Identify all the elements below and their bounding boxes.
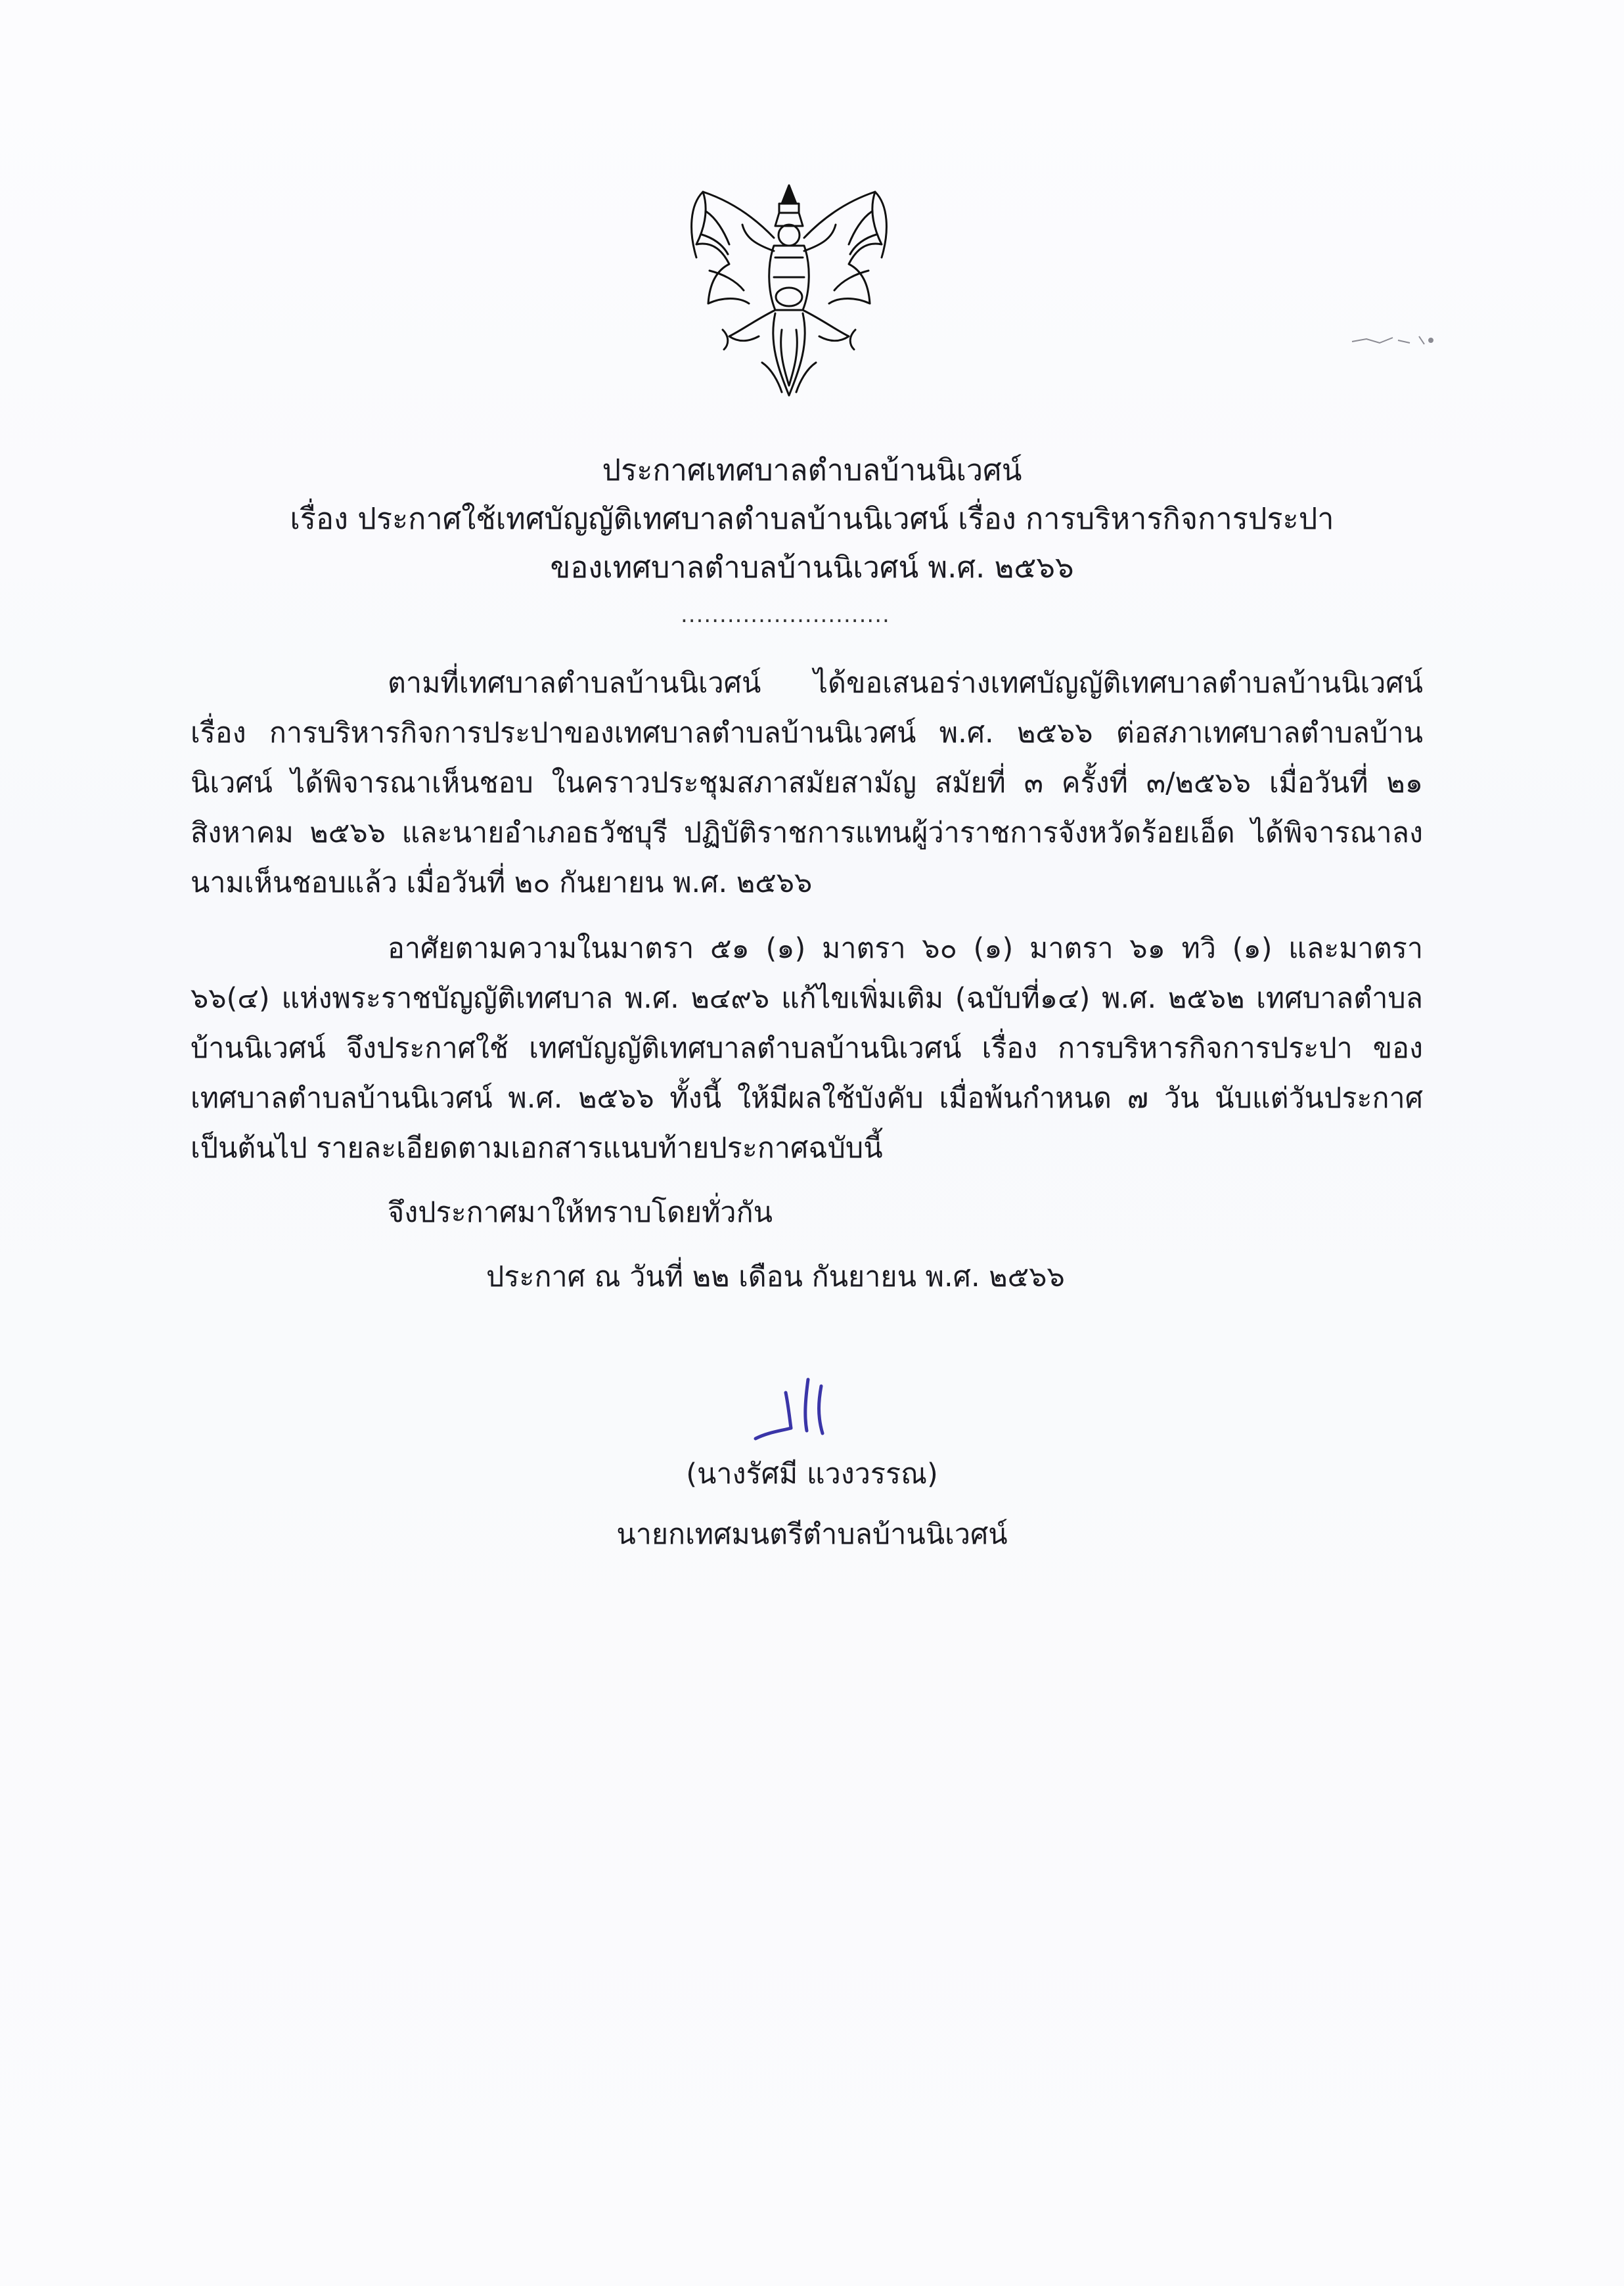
scan-speck bbox=[1347, 328, 1439, 352]
body-paragraph-1: ตามที่เทศบาลตำบลบ้านนิเวศน์ ได้ขอเสนอร่างเทศบัญญัติเทศบาลตำบลบ้านนิเวศน์ เรื่อง การบริหารกิจการประปาของเทศบาลตำบลบ้านนิเวศน์ พ.ศ. ๒๕๖๖ ต่อสภาเทศบาลตำบลบ้านนิเวศน์ ได้พิจารณาเห็นชอบ ในคราวประชุมสภาสมัยสามัญ สมัยที่ ๓ ครั้งที่ ๓/๒๕๖๖ เมื่อวันที่ ๒๑ สิงหาคม ๒๕๖๖ และนายอำเภอธวัชบุรี ปฏิบัติราชการแทนผู้ว่าราชการจังหวัดร้อยเอ็ด ได้พิจารณาลงนามเห็นชอบแล้ว เมื่อวันที่ ๒๐ กันยายน พ.ศ. ๒๕๖๖ bbox=[191, 667, 1423, 899]
garuda-emblem-icon bbox=[683, 172, 895, 409]
body-paragraph-2: อาศัยตามความในมาตรา ๕๑ (๑) มาตรา ๖๐ (๑) มาตรา ๖๑ ทวิ (๑) และมาตรา ๖๖(๔) แห่งพระราชบัญญัติเทศบาล พ.ศ. ๒๔๙๖ แก้ไขเพิ่มเติม (ฉบับที่๑๔) พ.ศ. ๒๕๖๒ เทศบาลตำบล บ้านนิเวศน์ จึงประกาศใช้ เทศบัญญัติเทศบาลตำบลบ้านนิเวศน์ เรื่อง การบริหารกิจการประปา ของเทศบาลตำบลบ้านนิเวศน์ พ.ศ. ๒๕๖๖ ทั้งนี้ ให้มีผลใช้บังคับ เมื่อพ้นกำหนด ๗ วัน นับแต่วันประกาศ เป็นต้นไป รายละเอียดตามเอกสารแนบท้ายประกาศฉบับนี้ bbox=[191, 932, 1423, 1165]
signer-title: นายกเทศมนตรีตำบลบ้านนิเวศน์ bbox=[616, 1518, 1008, 1551]
announcement-subject: เรื่อง ประกาศใช้เทศบัญญัติเทศบาลตำบลบ้านนิเวศน์ เรื่อง การบริหารกิจการประปา bbox=[290, 501, 1334, 536]
announcement-date: ประกาศ ณ วันที่ ๒๒ เดือน กันยายน พ.ศ. ๒๕๖๖ bbox=[486, 1261, 1065, 1293]
signature-mark bbox=[749, 1360, 854, 1445]
header-separator: ........................... bbox=[681, 602, 890, 628]
announcement-subject-year: ของเทศบาลตำบลบ้านนิเวศน์ พ.ศ. ๒๕๖๖ bbox=[550, 550, 1074, 585]
signer-name: (นางรัศมี แวงวรรณ) bbox=[686, 1458, 938, 1490]
body-paragraph-3: จึงประกาศมาให้ทราบโดยทั่วกัน bbox=[388, 1196, 773, 1229]
announcement-title: ประกาศเทศบาลตำบลบ้านนิเวศน์ bbox=[602, 453, 1022, 487]
